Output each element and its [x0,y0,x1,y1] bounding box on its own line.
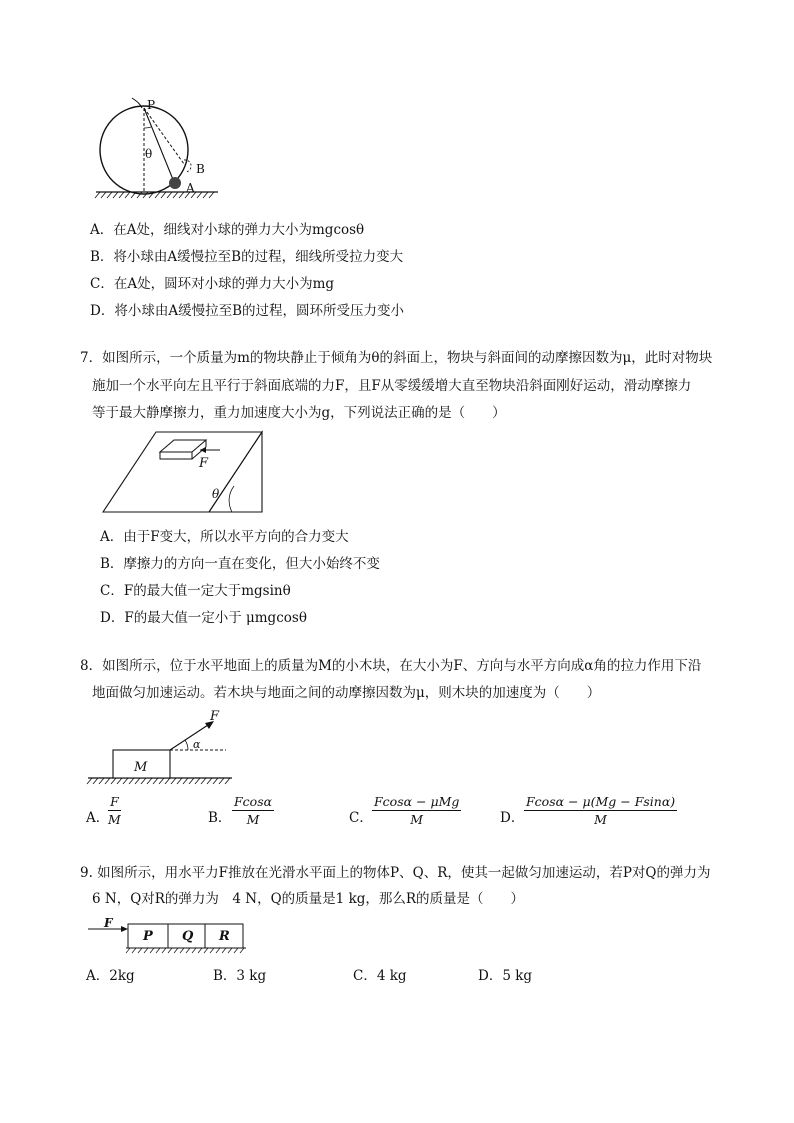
q7-incline-figure [98,428,264,516]
q8-option-a-fraction [108,794,121,827]
q8-option-d-fraction [524,794,677,827]
q8-option-b-denominator: M [246,812,260,827]
q9-option-a: A．2kg [86,968,135,984]
q6-label-a: A [186,181,195,195]
q8-option-d-numerator: Fcosα − μ(Mg − Fsinα) [526,794,676,809]
q7-label-theta: θ [212,487,220,501]
q8-option-c-numerator: Fcosα − μMg [374,794,460,809]
q9-block-r-label: R [219,929,230,944]
q7-stem-line-3: 等于最大静摩擦力，重力加速度大小为g，下列说法正确的是（ ） [92,405,506,421]
q8-option-a-numerator: F [108,794,121,811]
q7-stem-line-2: 施加一个水平向左且平行于斜面底端的力F，且F从零缓缓增大直至物块沿斜面刚好运动，滑动摩擦力 [92,378,692,394]
q8-option-b-letter: B． [208,810,232,826]
q8-stem-line-2: 地面做匀加速运动。若木块与地面之间的动摩擦因数为μ，则木块的加速度为（ ） [92,685,601,701]
q9-stem-line-1: 9. 如图所示，用水平力F推放在光滑水平面上的物体P、Q、R，使其一起做匀加速运动，若P对Q的弹力为 [80,865,711,881]
q8-option-a-denominator: M [108,812,121,827]
q6-label-p: P [147,98,156,112]
q8-option-d-letter: D． [500,810,525,826]
q7-option-b: B．摩擦力的方向一直在变化，但大小始终不变 [100,556,380,572]
q9-label-f: F [104,916,113,930]
q8-option-c-denominator: M [410,812,424,827]
q8-stem-line-1: 8．如图所示，位于水平地面上的质量为M的小木块，在大小为F、方向与水平方向成α角的拉力作用下沿 [80,658,702,674]
q7-stem-line-1: 7．如图所示，一个质量为m的物块静止于倾角为θ的斜面上，物块与斜面间的动摩擦因数为μ，此时对物块 [80,350,713,366]
q8-option-a-letter: A． [86,810,110,826]
q9-option-d: D．5 kg [478,968,533,984]
q8-option-d-denominator: M [594,812,607,827]
q7-option-a: A．由于F变大，所以水平方向的合力变大 [100,529,349,545]
q9-option-b: B．3 kg [213,968,267,984]
q8-label-f: F [210,709,220,724]
q7-option-c: C．F的最大值一定大于mgsinθ [100,583,291,599]
q8-option-b-fraction [232,794,274,827]
q9-block-p-label: P [143,929,153,944]
q8-label-m: M [134,760,148,775]
q6-label-b: B [196,162,205,176]
q7-label-f: F [199,456,209,471]
q6-option-d: D．将小球由A缓慢拉至B的过程，圆环所受压力变小 [90,303,404,319]
q6-option-a: A．在A处，细线对小球的弹力大小为mgcosθ [90,222,365,238]
q8-option-b-numerator: Fcosα [234,794,273,809]
q8-option-c-fraction [372,794,461,827]
q9-option-c: C．4 kg [353,968,407,984]
q8-label-alpha: α [193,738,201,751]
q9-block-q-label: Q [182,929,194,944]
q6-label-theta: θ [145,147,153,161]
q7-option-d: D．F的最大值一定小于 μmgcosθ [100,610,307,626]
q6-option-c: C．在A处，圆环对小球的弹力大小为mg [90,276,335,292]
q8-option-c-letter: C． [349,810,373,826]
q9-stem-line-2: 6 N，Q对R的弹力为 4 N，Q的质量是1 kg，那么R的质量是（ ） [92,891,525,907]
q6-option-b: B．将小球由A缓慢拉至B的过程，细线所受拉力变大 [90,249,404,265]
q6-circle-figure [88,94,228,202]
